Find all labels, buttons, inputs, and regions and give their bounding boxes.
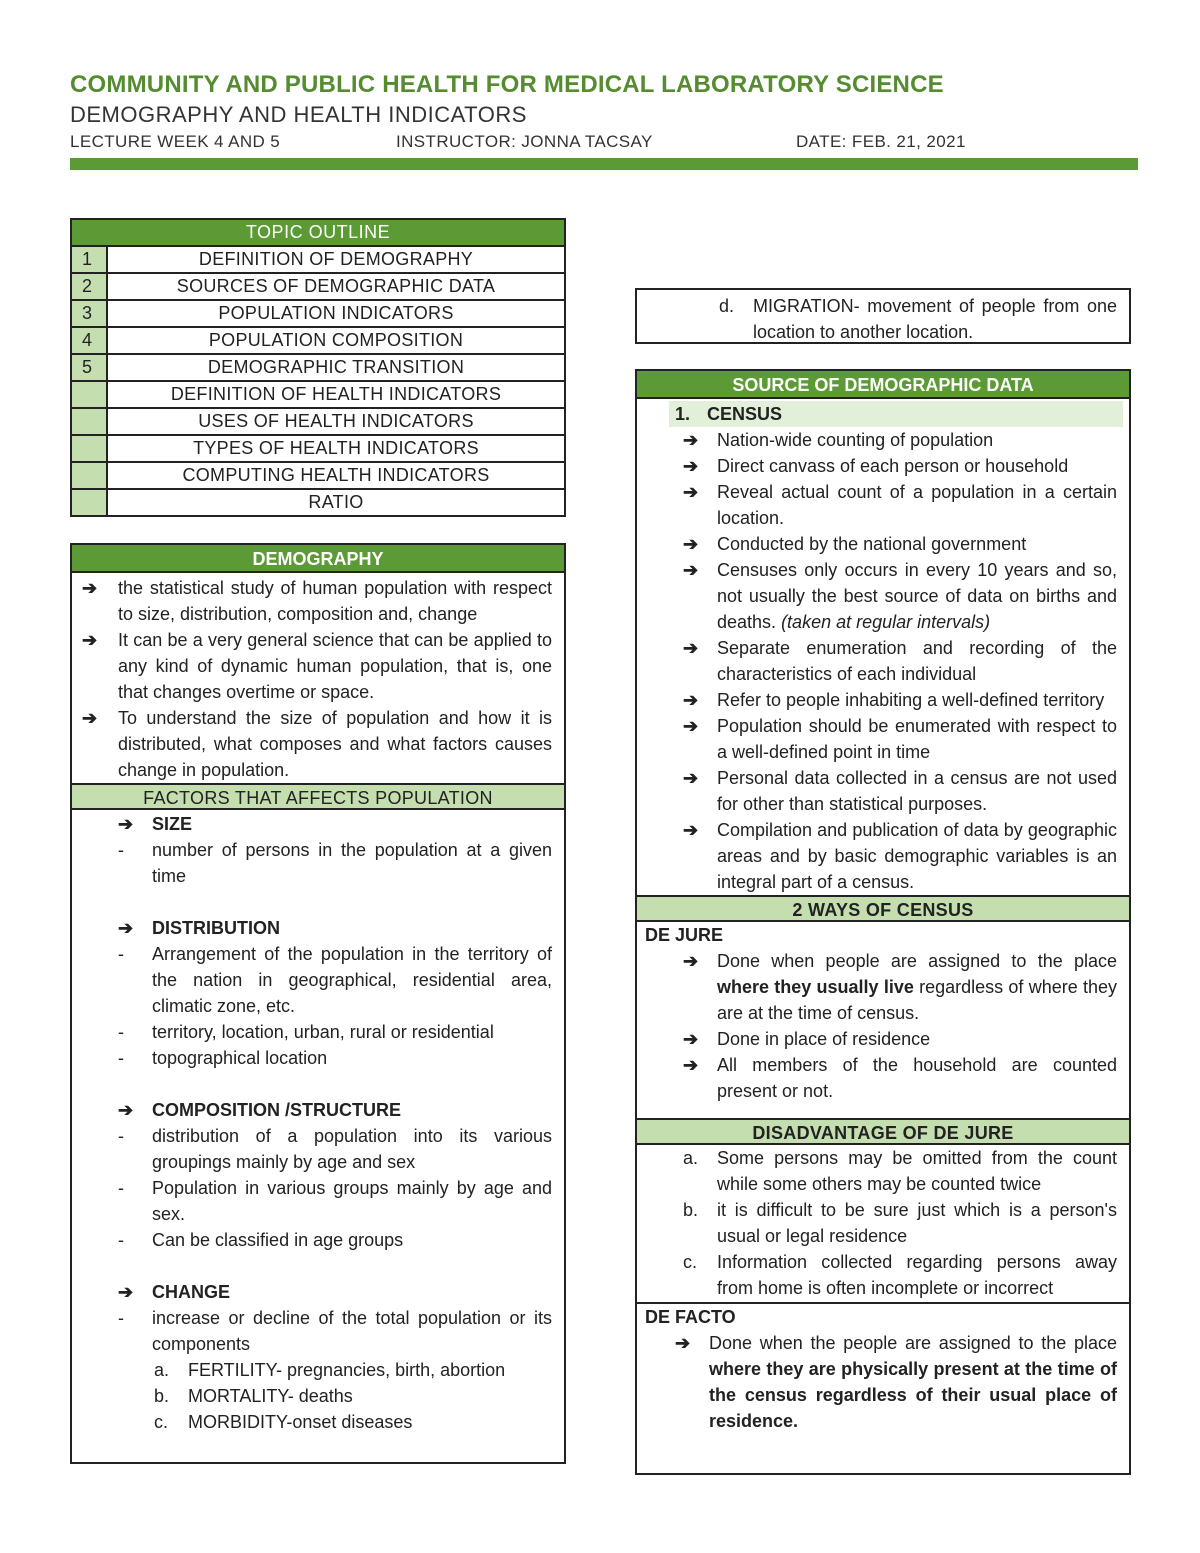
instructor-label: INSTRUCTOR: JONNA TACSAY [396,132,653,151]
list-item: a. FERTILITY- pregnancies, birth, abortion [154,1360,506,1380]
list-item: - Arrangement of the population in the territory of the nation in geographical, residential area, climatic zone, etc. [118,944,552,1016]
list-item: ➔ Refer to people inhabiting a well-defined territory [637,687,1129,713]
outline-row: COMPUTING HEALTH INDICATORS [71,462,565,489]
outline-row: 3 POPULATION INDICATORS [71,300,565,327]
dejure-heading: DE JURE [645,925,724,945]
list-item: ➔ Personal data collected in a census are not used for other than statistical purposes. [637,765,1129,817]
ways-title: 2 WAYS OF CENSUS [637,895,1129,922]
size-heading: ➔ SIZE [72,811,564,837]
arrow-icon: ➔ [683,482,699,502]
migration-box [635,288,1131,344]
right-column [635,288,1131,1475]
list-item: b. MORTALITY- deaths [154,1386,353,1406]
sources-title: SOURCE OF DEMOGRAPHIC DATA [637,371,1129,399]
header-divider [70,158,1138,170]
outline-row: 4 POPULATION COMPOSITION [71,327,565,354]
list-item: ➔ All members of the household are counted present or not. [637,1052,1129,1104]
defacto-heading: DE FACTO [645,1307,736,1327]
page-header [70,70,1138,156]
left-column [70,218,566,1464]
list-item: ➔ Censuses only occurs in every 10 years and so, not usually the best source of data on births and deaths. (taken at regular intervals) [637,557,1129,635]
arrow-icon: ➔ [82,630,98,650]
list-item: ➔ Nation-wide counting of population [637,427,1129,453]
distribution-heading: ➔ DISTRIBUTION [72,915,564,941]
list-item: ➔ Done when the people are assigned to the place where they are physically present at the time of the census regardless of their usual place of residence. [637,1330,1129,1434]
list-item: a. Some persons may be omitted from the count while some others may be counted twice [683,1148,1117,1194]
arrow-icon: ➔ [118,1282,134,1302]
list-item: - topographical location [118,1048,328,1068]
list-item: d. MIGRATION- movement of people from one location to another location. [719,296,1117,342]
arrow-icon: ➔ [683,638,699,658]
list-item: c. MORBIDITY-onset diseases [154,1412,413,1432]
composition-heading: ➔ COMPOSITION /STRUCTURE [72,1097,564,1123]
arrow-icon: ➔ [683,1055,699,1075]
disadvantage-title: DISADVANTAGE OF DE JURE [637,1118,1129,1145]
arrow-icon: ➔ [118,918,134,938]
arrow-icon: ➔ [683,430,699,450]
outline-row: USES OF HEALTH INDICATORS [71,408,565,435]
list-item: ➔ To understand the size of population and how it is distributed, what composes and what factors causes change in population. [72,705,564,783]
list-item: ➔ Compilation and publication of data by geographic areas and by basic demographic variables is an integral part of a census. [637,817,1129,895]
demography-section [70,543,566,1464]
list-item: - territory, location, urban, rural or residential [118,1022,494,1042]
list-item: c. Information collected regarding persons away from home is often incomplete or incorrect [683,1252,1117,1298]
arrow-icon: ➔ [683,690,699,710]
arrow-icon: ➔ [683,768,699,788]
date-label: DATE: FEB. 21, 2021 [796,132,966,151]
sources-section [635,369,1131,1475]
topic-title: DEMOGRAPHY AND HEALTH INDICATORS [70,102,527,127]
outline-row: 2 SOURCES OF DEMOGRAPHIC DATA [71,273,565,300]
list-item: - Can be classified in age groups [118,1230,404,1250]
list-item: ➔ the statistical study of human population with respect to size, distribution, composition and, change [72,575,564,627]
arrow-icon: ➔ [118,814,134,834]
arrow-icon: ➔ [683,534,699,554]
list-item: ➔ Done in place of residence [637,1026,1129,1052]
list-item: ➔ Reveal actual count of a population in a certain location. [637,479,1129,531]
arrow-icon: ➔ [82,708,98,728]
outline-row: RATIO [71,489,565,516]
list-item: ➔ Separate enumeration and recording of the characteristics of each individual [637,635,1129,687]
factors-title: FACTORS THAT AFFECTS POPULATION [72,783,564,810]
list-item: ➔ Direct canvass of each person or household [637,453,1129,479]
outline-row: DEFINITION OF HEALTH INDICATORS [71,381,565,408]
lecture-meta [70,132,1138,156]
arrow-icon: ➔ [683,1029,699,1049]
topic-outline-table [70,218,566,517]
outline-row: 5 DEMOGRAPHIC TRANSITION [71,354,565,381]
outline-row: 1 DEFINITION OF DEMOGRAPHY [71,246,565,273]
list-item: ➔ Done when people are assigned to the place where they usually live regardless of where they are at the time of census. [637,948,1129,1026]
list-item: ➔ Population should be enumerated with respect to a well-defined point in time [637,713,1129,765]
list-item: - Population in various groups mainly by age and sex. [118,1178,552,1224]
list-item: ➔ Conducted by the national government [637,531,1129,557]
arrow-icon: ➔ [118,1100,134,1120]
list-item: b. it is difficult to be sure just which is a person's usual or legal residence [683,1200,1117,1246]
arrow-icon: ➔ [683,716,699,736]
italic-note: (taken at regular intervals) [781,612,991,632]
list-item: - increase or decline of the total population or its components [118,1308,552,1354]
list-item: ➔ It can be a very general science that can be applied to any kind of dynamic human population, that is, one that changes overtime or space. [72,627,564,705]
arrow-icon: ➔ [82,578,98,598]
arrow-icon: ➔ [683,456,699,476]
list-item: - number of persons in the population at a given time [118,840,552,886]
arrow-icon: ➔ [675,1333,691,1353]
outline-title: TOPIC OUTLINE [71,219,565,246]
lecture-label: LECTURE WEEK 4 AND 5 [70,132,281,151]
arrow-icon: ➔ [683,560,699,580]
change-heading: ➔ CHANGE [72,1279,564,1305]
arrow-icon: ➔ [683,820,699,840]
demography-title: DEMOGRAPHY [72,545,564,573]
list-item: - distribution of a population into its various groupings mainly by age and sex [118,1126,552,1172]
outline-row: TYPES OF HEALTH INDICATORS [71,435,565,462]
arrow-icon: ➔ [683,951,699,971]
census-heading: 1. CENSUS [669,401,1123,427]
course-title: COMMUNITY AND PUBLIC HEALTH FOR MEDICAL LABORATORY SCIENCE [70,71,944,98]
